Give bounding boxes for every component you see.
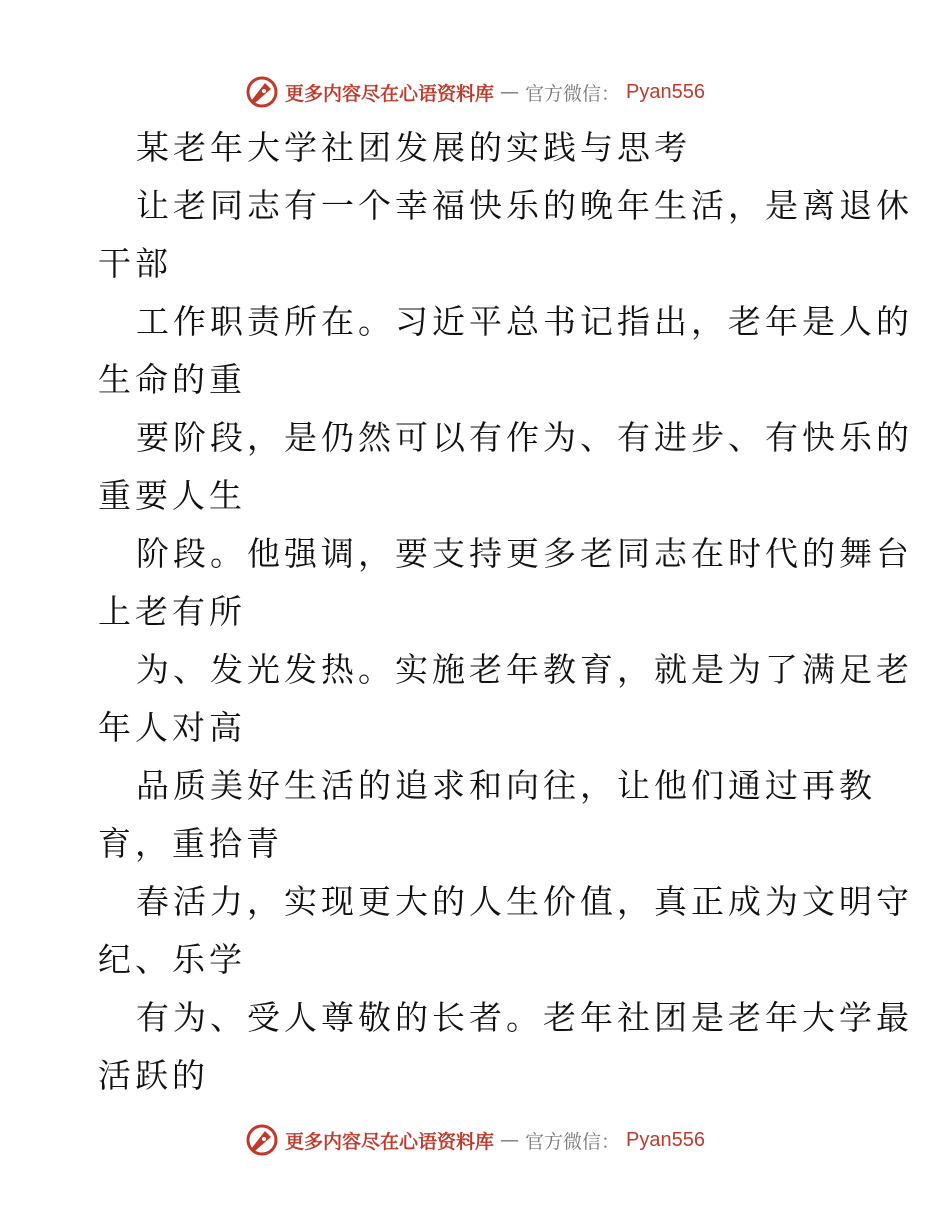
banner-separator: —	[500, 81, 520, 103]
text-line: 纪、乐学	[98, 940, 246, 979]
pen-nib-logo-icon	[245, 1123, 279, 1157]
text-line: 上老有所	[98, 592, 246, 631]
text-line: 干部	[98, 244, 172, 283]
footer-banner	[0, 1120, 950, 1160]
text-line: 有为、受人尊敬的长者。老年社团是老年大学最	[136, 998, 913, 1037]
banner-wechat-label: 官方微信：	[525, 82, 621, 105]
banner-wechat-id: Pyan556	[626, 1128, 705, 1151]
banner-wechat-label: 官方微信：	[525, 1130, 621, 1153]
text-line: 育，重拾青	[98, 824, 283, 863]
text-line: 阶段。他强调，要支持更多老同志在时代的舞台	[136, 534, 913, 573]
banner-text: 更多内容尽在心语资料库	[285, 1130, 495, 1153]
text-line: 春活力，实现更大的人生价值，真正成为文明守	[136, 882, 913, 921]
text-line: 品质美好生活的追求和向往，让他们通过再教	[136, 766, 876, 805]
header-banner	[0, 72, 950, 112]
text-line: 工作职责所在。习近平总书记指出，老年是人的	[136, 302, 913, 341]
text-line: 重要人生	[98, 476, 246, 515]
text-line: 生命的重	[98, 360, 246, 399]
text-line: 为、发光发热。实施老年教育，就是为了满足老	[136, 650, 913, 689]
text-line: 要阶段，是仍然可以有作为、有进步、有快乐的	[136, 418, 913, 457]
text-line: 年人对高	[98, 708, 246, 747]
banner-text: 更多内容尽在心语资料库	[285, 82, 495, 105]
text-line: 让老同志有一个幸福快乐的晚年生活，是离退休	[136, 186, 913, 225]
banner-wechat-id: Pyan556	[626, 80, 705, 103]
banner-separator: —	[500, 1129, 520, 1151]
pen-nib-logo-icon	[245, 75, 279, 109]
document-title: 某老年大学社团发展的实践与思考	[136, 128, 691, 167]
text-line: 活跃的	[98, 1056, 209, 1095]
